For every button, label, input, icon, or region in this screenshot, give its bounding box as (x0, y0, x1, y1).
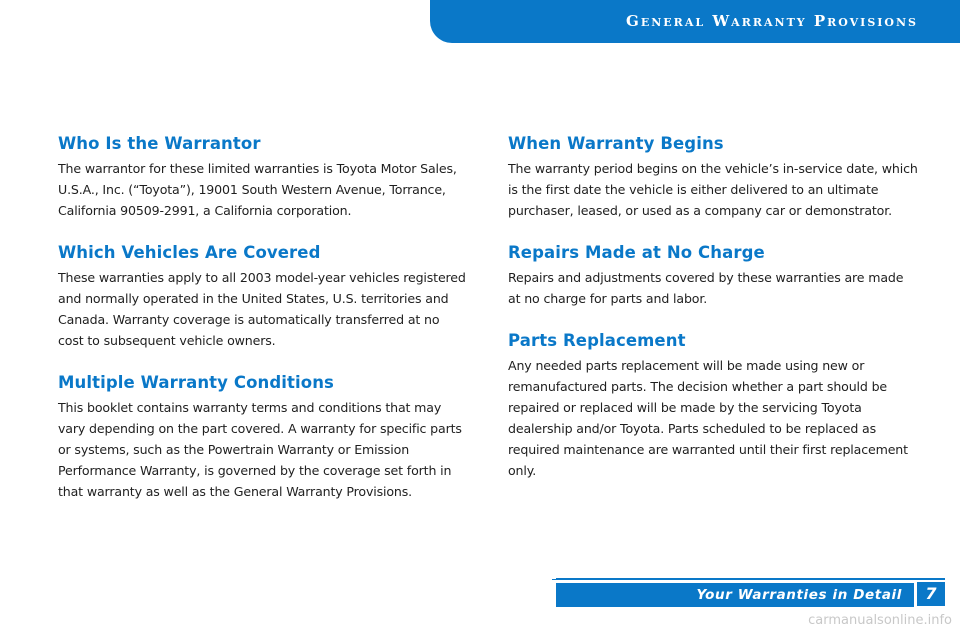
section-body: These warranties apply to all 2003 model-year vehicles registered and normally operated in the United States, U.S. territories and Canada. Warranty coverage is automatically transferred at no cost to subsequent vehicle owners. (58, 270, 466, 348)
page-number: 7 (917, 582, 945, 606)
section-heading: Parts Replacement (508, 331, 686, 350)
section-body: The warrantor for these limited warranties is Toyota Motor Sales, U.S.A., Inc. (“Toyota”), 19001 South Western Avenue, Torrance, California 90509-2991, a California corporation. (58, 161, 457, 218)
section-warranty-begins (508, 134, 918, 221)
right-column (508, 134, 918, 503)
watermark: carmanualsonline.info (808, 613, 952, 628)
section-no-charge (508, 243, 918, 309)
section-heading: Repairs Made at No Charge (508, 243, 765, 262)
header-banner (430, 0, 960, 43)
footer-banner (556, 582, 914, 607)
section-body: The warranty period begins on the vehicle’s in-service date, which is the first date the vehicle is either delivered to an ultimate purchaser, leased, or used as a company car or demonstrator. (508, 161, 918, 218)
left-column (58, 134, 468, 524)
section-vehicles-covered (58, 243, 468, 351)
section-parts-replacement (508, 331, 918, 481)
section-heading: When Warranty Begins (508, 134, 724, 153)
section-warrantor (58, 134, 468, 221)
section-heading: Who Is the Warrantor (58, 134, 261, 153)
section-multiple-conditions (58, 373, 468, 502)
section-heading: Which Vehicles Are Covered (58, 243, 321, 262)
section-body: Repairs and adjustments covered by these warranties are made at no charge for parts and labor. (508, 270, 904, 306)
page-title: General Warranty Provisions (626, 12, 918, 30)
section-body: This booklet contains warranty terms and conditions that may vary depending on the part covered. A warranty for specific parts or systems, such as the Powertrain Warranty or Emission Performance Warranty, is governed by the coverage set forth in that warranty as well as the General Warranty Provisions. (58, 400, 462, 499)
section-body: Any needed parts replacement will be made using new or remanufactured parts. The decision whether a part should be repaired or replaced will be made by the servicing Toyota dealership and/or Toyota. Parts scheduled to be replaced as required maintenance are warranted until their first replacement only. (508, 358, 908, 478)
footer-label: Your Warranties in Detail (696, 587, 902, 603)
section-heading: Multiple Warranty Conditions (58, 373, 334, 392)
